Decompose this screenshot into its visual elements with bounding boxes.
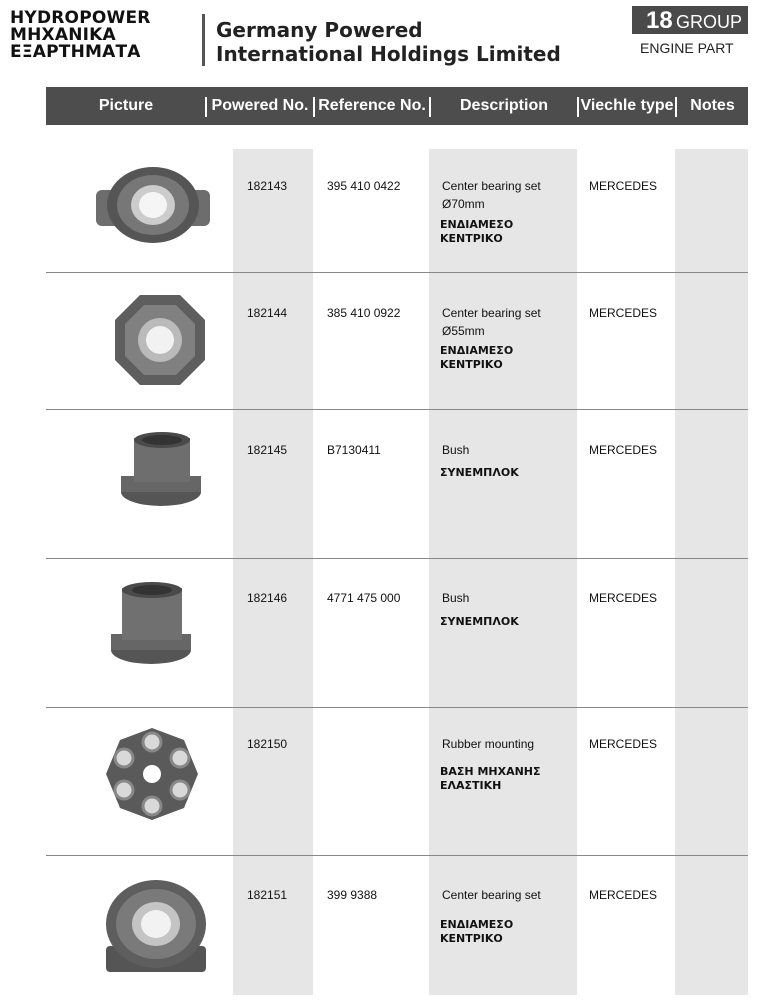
description-en: Bush (442, 443, 470, 457)
description-en: Center bearing set (442, 179, 541, 193)
center-bearing-icon (100, 876, 212, 976)
description-size: Ø70mm (442, 197, 485, 211)
description-gr-1: ΕΝΔΙΑΜΕΣΟ (440, 918, 514, 931)
bush-icon (118, 430, 204, 508)
row-divider (46, 707, 748, 708)
flex-disc-icon (104, 726, 200, 822)
reference-number: 4771 475 000 (327, 591, 401, 605)
bush-icon (108, 578, 194, 668)
octagonal-bearing-icon (110, 290, 210, 390)
brand-line-2: ΜΗΧΑΝΙΚΑ (10, 25, 116, 45)
brand-logo (10, 10, 198, 61)
vehicle-type: MERCEDES (589, 306, 658, 320)
vehicle-type: MERCEDES (589, 179, 658, 193)
row-divider (46, 409, 748, 410)
vehicle-type: MERCEDES (589, 737, 658, 751)
brand-line-3: ΕΞΑΡΤΗΜΑΤΑ (10, 42, 141, 62)
powered-number: 182150 (247, 737, 288, 751)
header-picture: Picture (98, 97, 154, 114)
description-gr-1: ΣΥΝΕΜΠΛΟΚ (440, 615, 519, 628)
description-gr-2: ΚΕΝΤΡΙΚΟ (440, 358, 503, 371)
row-divider (46, 855, 748, 856)
description-en: Center bearing set (442, 888, 541, 902)
description-en: Rubber mounting (442, 737, 535, 751)
description-gr-1: ΕΝΔΙΑΜΕΣΟ (440, 218, 514, 231)
table-header (46, 87, 748, 125)
group-label: GROUP (676, 12, 743, 32)
powered-number: 182143 (247, 179, 288, 193)
reference-number: 399 9388 (327, 888, 378, 902)
header-divider (202, 14, 205, 66)
reference-number: 395 410 0422 (327, 179, 401, 193)
powered-number: 182151 (247, 888, 288, 902)
description-en: Bush (442, 591, 470, 605)
vehicle-type: MERCEDES (589, 888, 658, 902)
header-reference: Reference No. (318, 97, 426, 114)
vehicle-type: MERCEDES (589, 443, 658, 457)
powered-number: 182145 (247, 443, 288, 457)
header-powered: Powered No. (211, 97, 309, 114)
company-line-1: Germany Powered (216, 18, 423, 42)
group-number: 18 (646, 7, 673, 34)
company-name (216, 18, 561, 66)
powered-number: 182146 (247, 591, 288, 605)
column-shade-description (429, 149, 577, 995)
reference-number: 385 410 0922 (327, 306, 401, 320)
description-gr-1: ΣΥΝΕΜΠΛΟΚ (440, 466, 519, 479)
description-gr-2: ΕΛΑΣΤΙΚΗ (440, 779, 502, 792)
row-divider (46, 558, 748, 559)
description-gr-1: ΒΑΣΗ ΜΗΧΑΝΗΣ (440, 765, 541, 778)
column-shade-powered (233, 149, 313, 995)
group-badge (632, 6, 748, 34)
description-en: Center bearing set (442, 306, 541, 320)
category-label: ENGINE PART (640, 40, 734, 56)
center-bearing-icon (92, 160, 214, 250)
vehicle-type: MERCEDES (589, 591, 658, 605)
header-vehicle: Viechle type (580, 97, 674, 114)
powered-number: 182144 (247, 306, 288, 320)
description-gr-2: ΚΕΝΤΡΙΚΟ (440, 932, 503, 945)
column-shade-notes (675, 149, 748, 995)
description-gr-1: ΕΝΔΙΑΜΕΣΟ (440, 344, 514, 357)
brand-line-1: HYDROPOWER (10, 8, 151, 28)
description-size: Ø55mm (442, 324, 485, 338)
header-description: Description (459, 97, 548, 114)
company-line-2: International Holdings Limited (216, 42, 561, 66)
header-notes: Notes (690, 97, 735, 114)
reference-number: B7130411 (327, 443, 381, 457)
row-divider (46, 272, 748, 273)
description-gr-2: ΚΕΝΤΡΙΚΟ (440, 232, 503, 245)
